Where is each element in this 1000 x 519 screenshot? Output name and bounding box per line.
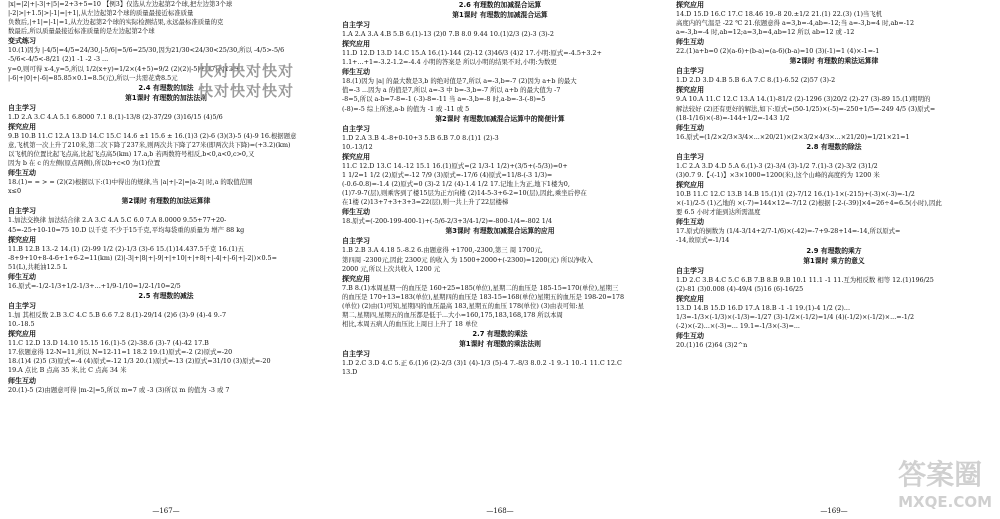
- chapter-title: 2.6 有理数的加减混合运算: [458, 1, 542, 9]
- section-heading: 探究应用: [676, 181, 704, 190]
- answer-line: 1.A 2.A 3.A 4.B 5.B 6.(1)-13 (2)0 7.B 8.0 9.44 10.(1)2/3 (2)-3 (3)-2: [342, 30, 554, 38]
- chapter-title: 第3课时 有理数加减混合运算的应用: [445, 227, 555, 236]
- answer-line: (单位) (2)由(1)可知,星期四的血压最高 183,星期五的血压 178(单位) (3)由表可知:星: [342, 301, 585, 310]
- chapter-title: 第1课时 有理数的加减混合运算: [452, 11, 548, 19]
- chapter-title: 2.9 有理数的乘方: [806, 246, 862, 255]
- answer-line: 11.C 12.D 13.C 14.-12 15.1 16.(1)原式=(2 1/3-1 1/2)+(3/5+(-5/3))=0+: [342, 161, 568, 170]
- site-watermark-top: 答案圈: [898, 458, 983, 491]
- answer-line: 1.B 2.B 3.A 4.18 5.-8.2 6.由题意得 +1700,-2300,第三 周 1700元,: [342, 246, 543, 255]
- answer-line: 高度内的气温是 -22 ℃ 21.依题意得 a=3,b=-4,ab=-12;当 a=-3,b=4 时,ab=-12: [676, 19, 915, 28]
- chapter-title: 第2课时 有理数加减混合运算中的简便计算: [435, 114, 565, 123]
- section-heading: 自主学习: [342, 350, 370, 359]
- watermark-line-2: 快对快对快对: [198, 82, 295, 100]
- section-heading: 师生互动: [676, 218, 704, 227]
- answer-line: 1.D 2.A 3.B 4.-8+0-10+3 5.B 6.B 7.0 8.(1)1 (2)-3: [342, 133, 499, 142]
- answer-line: 1.1+...+1=-3.2-1.2=-4.4 小明的答案是 所以小明的结果不对,小明:为数更: [342, 58, 557, 67]
- chapter-title: 2.7 有理数的乘法: [472, 330, 528, 339]
- answer-line: y=0,则可得 x-4,y=5,所以 1/2(x+y)=1/2×(4+5)=9/2 (2)(2)|-5|+|17|+|13|+: [8, 64, 241, 73]
- answer-line: -8=5,所以 a-b=7-8=-1 (-3)-8=-11 当 a=-3,b=-8 时,a-b=-3-(-8)=5: [342, 95, 546, 104]
- answer-line: 1.D 2.C 3.B 4.C 5.C 6.B 7.B 8.B 9.B 10.1 11.1 -1 11.互为相反数 相等 12.(1)196/25: [676, 275, 934, 284]
- chapter-title: 第1课时 有理数的乘法法则: [459, 340, 541, 349]
- section-heading: 探究应用: [342, 40, 370, 49]
- answer-line: 1.C 2.A 3.D 4.D 5.A 6.(1)-3 (2)-3/4 (3)-1/2 7.(1)-3 (2)-3/2 (3)1/2: [676, 161, 878, 170]
- answer-line: 14.D 15.D 16.C 17.C 18.46 19.-8 20.±1/2 21.(1) 22.(3) (1)当飞机: [676, 10, 883, 18]
- section-heading: 探究应用: [676, 1, 704, 9]
- answer-line: (1)7-9-7(层),则乘客到了楼15层为正方向楼 (2)14-5-3+6-2=10(层),因此,乘坐后停在: [342, 189, 587, 198]
- answer-line: 9.B 10.B 11.C 12.A 13.D 14.C 15.C 14.6 ±1 15.6 ± 16.(1)3 (2)-6 (3)(3)-5 (4)-9 16.根据题意: [8, 131, 297, 140]
- section-heading: 探究应用: [342, 152, 370, 161]
- section-heading: 师生互动: [8, 376, 36, 385]
- answer-line: 16.原式=-1/2-1/3+1/2-1/3+...+1/9-1/10=1/2-1/10=2/5: [8, 281, 181, 290]
- answer-line: 值=-3 ...因为 a 的值是7,所以 a=-3 中 b=-3,b=-7 所以 a+b 的最大值为 -7: [342, 86, 561, 95]
- chapter-title: 第1课时 乘方的意义: [803, 256, 865, 265]
- answer-line: 相比,本周五病人的血压比上周日上升了 18 单位: [342, 320, 478, 329]
- answer-line: 负数后,|+1|=|-1|=1,从左边起第2个球的实际检测结果,永远最标准质量的克: [8, 18, 224, 27]
- watermark-line-1: 快对快对快对: [198, 62, 295, 80]
- section-heading: 师生互动: [8, 169, 36, 178]
- chapter-title: 2.8 有理数的除法: [806, 142, 862, 151]
- answer-line: 数最后,所以质量最接近标准质量的是左边起第2个球: [8, 27, 155, 36]
- answer-line: 19.A 点比 B 点高 35 米,比 C 点高 34 米: [8, 366, 127, 375]
- answer-line: (-0.6-0.8)=-1.4 (2)原式=0 (3)-2 1/2 (4)-1.4 1/2 17.记地上为正,地下1楼为0,: [342, 180, 570, 189]
- answer-line: x≤0: [8, 187, 22, 196]
- answer-line: 1.D 2.A 3.C 4.A 5.1 6.8000 7.1 8.(1)-13/8 (2)-37/29 (3)16/15 (4)5/6: [8, 112, 223, 121]
- section-heading: 自主学习: [676, 67, 704, 76]
- answer-line: ×(-1)/2-5 (1)乙地的 ×(-7)=144×12=-7/12 (2)根据 [-2-(-39)]×4=26÷4=6.5(小时),因此: [676, 199, 942, 208]
- answer-line: 11.C 12.D 13.D 14.10 15.15 16.(1)-5 (2)-38.6 (3)-7 (4)-42 17.B: [8, 339, 209, 348]
- answer-line: 1.D 2.C 3.D 4.C 5.正 6.(1)6 (2)-2/3 (3)1 (4)-1/3 (5)-4 7.-8/3 8.0.2 -1 9.-1 10.-1 11.C 12.C: [342, 359, 622, 368]
- section-heading: 探究应用: [676, 294, 704, 303]
- answer-line: 期二,星期四,星期五的血压都是低于...大小=160,175,183,168,178 所以本周: [342, 310, 563, 319]
- answer-line: 1 1/2=1 1/2 (2)原式=-12 7/9 (3)原式=-17/6 (4)原式=11/8-(-3 1/3)=: [342, 170, 553, 179]
- answer-line: 13.D: [342, 368, 358, 377]
- answer-line: 11.D 12.D 13.D 14.C 15.A 16.(1)-144 (2)-12 (3)46/3 (4)2 17.小明:原式=-4.5+3.2+: [342, 49, 602, 58]
- answer-line: 1.加法交换律 加法结合律 2.A 3.C 4.A 5.C 6.0 7.A 8.0000 9.55+77+20-: [8, 216, 227, 225]
- answer-line: 解法较好 (2)还有更好的解法,如下:原式=(50-1/25)×(-5)=-250+1/5=-249 4/5 (3)原式=: [676, 104, 936, 113]
- page-168: [334, 0, 666, 519]
- answer-line: 18.原式=(-200-199-400-1)+(-5/6-2/3+3/4-1/2)=-800-1/4=-802 1/4: [342, 217, 553, 226]
- answer-line: 以飞机的位置比起飞点高,比起飞点高5(km) 17.a,b 若两数符号相反,b<0,a<0,c>0,又: [8, 150, 255, 159]
- chapter-title: 第1课时 有理数的加法法则: [125, 93, 207, 102]
- section-heading: 自主学习: [8, 103, 36, 112]
- chapter-title: 第2课时 有理数的乘法运算律: [789, 57, 879, 66]
- answer-line: |x|=|2|+|-3|+|5|=2+3+5=10 【例3】仅选从左边起第2个球,把左边第3个球: [8, 0, 233, 8]
- answer-line: 9.A 10.A 11.C 12.C 13.A 14.(1)-81/2 (2)-1296 (3)20/2 (2)-27 (3)-89 15.(1)明明的: [676, 95, 931, 104]
- answer-line: 17.依题意得 12-N=11,所以 N=12-11=1 18.2 19.(1)原式=-2 (2)原式=-20: [8, 348, 233, 357]
- answer-line: 1.D 2.D 3.D 4.B 5.B 6.A 7.C 8.(1)-6.52 (2)57 (3)-2: [676, 76, 836, 85]
- section-heading: 探究应用: [342, 274, 370, 283]
- answer-line: 1/3=-1/3×(-1/3)×(-1/3)=-1/27 (3)-1/2×(-1/2)=1/4 (4)(-1/2)×(-1/2)×...=-1/2: [676, 312, 915, 321]
- answer-line: 第四周 -2300元,因此 2300元 的收入 为 1500+2000+(-2300)=1200(元) 所以净收入: [342, 255, 593, 264]
- answer-line: -14,故原式=-1/14: [676, 236, 730, 245]
- chapter-title: 第2课时 有理数的加法运算律: [121, 197, 211, 206]
- section-heading: 探究应用: [8, 330, 36, 339]
- answer-line: 因为 b 在 c 的左侧(原点两侧),所以b+c<0 为(1)位置: [8, 159, 161, 168]
- chapter-title: 2.4 有理数的加法: [138, 83, 194, 92]
- section-heading: 师生互动: [8, 272, 36, 281]
- answer-line: -5/6<-4/5<-8/21 (2)1 -1 -2 -3 ...: [8, 55, 109, 64]
- answer-line: (3)0.7 9.【-(-1)】×3×1000=1200(米),这个山峰的高度约为 1200 米: [676, 170, 880, 179]
- answer-line: -8+9+10+8-4-6+1+6-2=11(km) (2)|-3|+|8|+|-9|+|+10|+|+8|+|-4|+|-6|+|-2|)×0.5=: [8, 253, 277, 262]
- answer-line: 10.B 11.C 12.C 13.B 14.B 15.(1)1 (2)-7/12 16.(1)-1×(-215)+(-3)×(-3)=-1/2: [676, 190, 915, 199]
- answer-line: 的血压是 170+13=183(单位),星期四的血压是 183-15=168(单位)星期五的血压是 198-20=178: [342, 292, 625, 301]
- answer-line: 要 6.5 小时才能到达所需温度: [676, 208, 761, 217]
- section-heading: 自主学习: [342, 124, 370, 133]
- page-number: —167—: [152, 507, 180, 515]
- answer-line: a=-3,b=-4 时,ab=12;a=3,b=4,ab=12 所以 ab=12 或 -12: [676, 28, 855, 37]
- section-heading: 自主学习: [676, 152, 704, 161]
- answer-line: 7.B 8.(1)本周星期一的血压是 160+25=185(单位),星期二的血压是 185-15=170(单位),星期三: [342, 283, 619, 292]
- answer-line: 22.(1)a+b=0 (2)(a-6)+(b-a)=(a-6)(b-a)=10 (3)(-1)=1 (4)×-1=-1: [676, 47, 880, 56]
- answer-line: 2000 元,所以上次共收入 1200 元: [342, 264, 441, 273]
- section-heading: 自主学习: [342, 237, 370, 246]
- page-number: —169—: [820, 507, 848, 515]
- answer-line: 45=-25+10-10=75 10.D 以千克 不少于15千克,平均每袋重的质量为 增产 88 kg: [8, 225, 245, 234]
- answer-line: 1.加 其相反数 2.B 3.C 4.C 5.B 6.6 7.2 8.(1)-29/14 (2)6 (3)-9 (4)-4 9.-7: [8, 310, 227, 319]
- section-heading: 探究应用: [8, 235, 36, 244]
- answer-line: 10.-13/12: [342, 142, 373, 151]
- answer-line: 20.(1)16 (2)64 (3)2^n: [676, 340, 748, 349]
- page-169: [668, 0, 1000, 519]
- answer-line: 20.(1)-5 (2)由题意可得 |m-2|=5,所以 m=7 或 -3 (3)所以 m 的值为 -3 或 7: [8, 385, 230, 394]
- answer-line: 10.-18.5: [8, 320, 35, 329]
- answer-line: 51(L),共耗油12.5 L: [8, 262, 68, 271]
- answer-line: 11.B 12.B 13.-2 14.(1) (2)-99 1/2 (2)-1/3 (3)-6 15.(1)14.437.5千克 16.(1)五: [8, 244, 245, 253]
- answer-line: 10.(1)因为 |-4/5|=4/5=24/30,|-5/6|=5/6=25/30,因为21/30<24/30<25/30,所以 -4/5>-5/6: [8, 46, 285, 55]
- site-watermark: [898, 453, 992, 511]
- answer-line: (18-1/16)×(-8)=-144+1/2=-143 1/2: [676, 113, 790, 122]
- section-heading: 师生互动: [342, 208, 370, 217]
- answer-line: 18.(1)= = > = (2)(2)根据以下:(1)中得出的规律,当 |a|+|-2|=|a-2| 时,a 的取值范围: [8, 178, 253, 187]
- answer-line: (-8)=-5 综上所述,a-b 的值为 -1 或 -11 或 5: [342, 104, 470, 113]
- section-heading: 自主学习: [342, 21, 370, 29]
- page-number: —168—: [486, 507, 514, 515]
- answer-line: 17.原式的倒数为 (1/4-3/14+2/7-1/6)×(-42)=-7+9-28+14=-14,所以原式=: [676, 227, 901, 236]
- section-heading: 师生互动: [676, 38, 704, 47]
- answer-line: 13.D 14.B 15.D 16.D 17.A 18.B -1 -1 19.(1)-4 1/2 (2)...: [676, 303, 850, 312]
- answer-line: |-6|+|0|+|-6|=85.85×0.1=8.5(元),所以一共需花费8.5元: [8, 73, 178, 82]
- section-heading: 探究应用: [8, 122, 36, 131]
- answer-line: 意,飞机第一次上升了210米,第二次下降了237米,则两次共下降了27米(即两次共下降)=(+3.2)(km): [8, 140, 291, 149]
- answer-line: 16.原式=(1/2×2/3×3/4×...×20/21)×(2×3/2×4/3×...×21/20)=1/21×21=1: [676, 132, 910, 141]
- answer-line: 在1楼 (2)13+7+3+3+3=22(层),则一共上升了22层楼梯: [342, 198, 509, 207]
- section-heading: 探究应用: [676, 86, 704, 95]
- section-heading: 自主学习: [8, 207, 36, 216]
- section-heading: 师生互动: [676, 123, 704, 132]
- answer-line: |-2|>|+1.5|>|-1|=|+1|,从左边起第2个球的质量最接近标准质量: [8, 9, 194, 18]
- answer-line: (-2)×(-2)...×(-3)=... 19.1=-1/3×(-3)=...: [676, 321, 800, 330]
- section-heading: 变式练习: [8, 37, 36, 46]
- section-heading: 师生互动: [342, 68, 370, 77]
- section-heading: 自主学习: [676, 266, 704, 275]
- answer-line: (2)-81 (3)0.008 (4)-49/4 (5)16 (6)-16/25: [676, 284, 804, 293]
- site-watermark-bottom: MXQE.COM: [898, 493, 992, 511]
- chapter-title: 2.5 有理数的减法: [138, 291, 194, 300]
- answer-line: 18.(1)4 (2)5 (3)原式=-4 (4)原式=-12 1/3 20.(1)原式=-13 (2)原式=31/10 (3)原式=-20: [8, 357, 271, 366]
- answer-line: 18.(1)因为 |a| 的最大数是3,b 的绝对值是7,所以 a=-3,b=-7 (2)因为 a+b 的最大: [342, 77, 577, 86]
- section-heading: 师生互动: [676, 331, 704, 340]
- section-heading: 自主学习: [8, 301, 36, 310]
